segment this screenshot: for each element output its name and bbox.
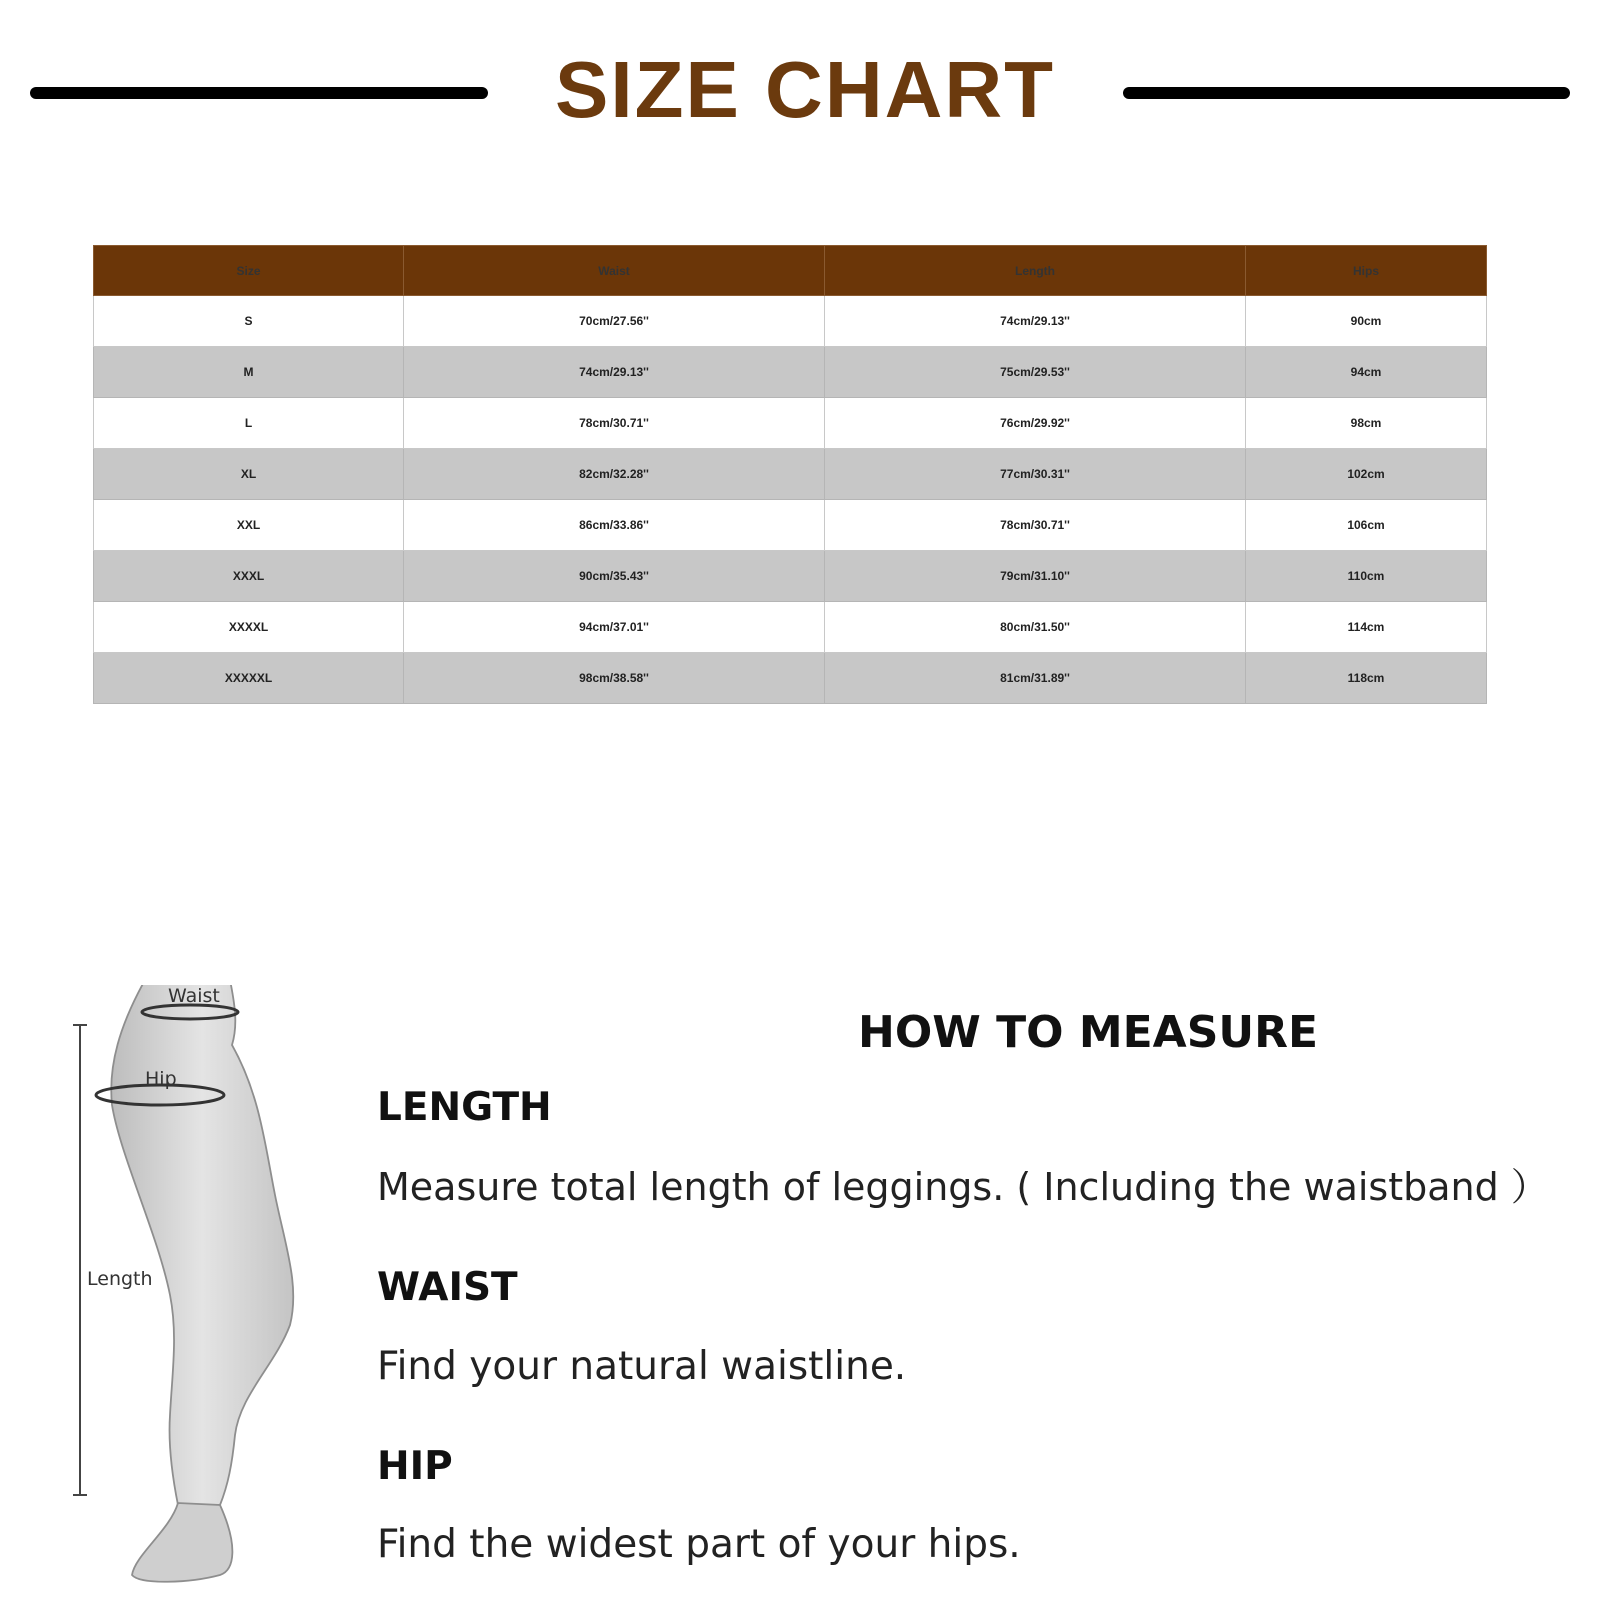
- table-row: [94, 398, 1487, 449]
- hip-description: Find the widest part of your hips.: [377, 1522, 1021, 1567]
- waist-description: Find your natural waistline.: [377, 1344, 907, 1389]
- cell-length: 80cm/31.50'': [825, 602, 1246, 653]
- leggings-figure: [60, 985, 330, 1600]
- hip-label: Hip: [145, 1068, 177, 1090]
- table-row: [94, 602, 1487, 653]
- cell-size: XXXL: [94, 551, 404, 602]
- cell-hips: 98cm: [1246, 398, 1487, 449]
- header-size: Size: [94, 246, 404, 296]
- size-table: [93, 245, 1487, 704]
- cell-size: S: [94, 296, 404, 347]
- title-rule-right: [1123, 87, 1570, 99]
- hip-heading: HIP: [377, 1444, 453, 1489]
- cell-waist: 70cm/27.56'': [404, 296, 825, 347]
- waist-label: Waist: [168, 985, 220, 1007]
- cell-size: XXXXXL: [94, 653, 404, 704]
- header-length: Length: [825, 246, 1246, 296]
- cell-waist: 78cm/30.71'': [404, 398, 825, 449]
- cell-hips: 94cm: [1246, 347, 1487, 398]
- leggings-illustration: [60, 985, 330, 1600]
- cell-length: 74cm/29.13'': [825, 296, 1246, 347]
- waist-heading: WAIST: [377, 1265, 518, 1310]
- cell-length: 81cm/31.89'': [825, 653, 1246, 704]
- length-heading: LENGTH: [377, 1085, 552, 1130]
- cell-hips: 114cm: [1246, 602, 1487, 653]
- table-row: [94, 551, 1487, 602]
- header-hips: Hips: [1246, 246, 1487, 296]
- table-row: [94, 347, 1487, 398]
- title-rule-left: [30, 87, 488, 99]
- cell-hips: 106cm: [1246, 500, 1487, 551]
- cell-hips: 118cm: [1246, 653, 1487, 704]
- cell-size: M: [94, 347, 404, 398]
- cell-hips: 110cm: [1246, 551, 1487, 602]
- cell-waist: 82cm/32.28'': [404, 449, 825, 500]
- cell-size: XL: [94, 449, 404, 500]
- front-leg-shape: [111, 985, 293, 1505]
- cell-length: 77cm/30.31'': [825, 449, 1246, 500]
- cell-waist: 94cm/37.01'': [404, 602, 825, 653]
- cell-size: L: [94, 398, 404, 449]
- header-waist: Waist: [404, 246, 825, 296]
- length-description: Measure total length of leggings. ( Including the waistband ）: [377, 1165, 1549, 1209]
- cell-size: XXL: [94, 500, 404, 551]
- cell-length: 79cm/31.10'': [825, 551, 1246, 602]
- table-row: [94, 653, 1487, 704]
- page-title: SIZE CHART: [555, 45, 1055, 134]
- cell-size: XXXXL: [94, 602, 404, 653]
- cell-waist: 90cm/35.43'': [404, 551, 825, 602]
- cell-length: 76cm/29.92'': [825, 398, 1246, 449]
- cell-waist: 98cm/38.58'': [404, 653, 825, 704]
- table-row: [94, 449, 1487, 500]
- cell-length: 75cm/29.53'': [825, 347, 1246, 398]
- table-row: [94, 296, 1487, 347]
- cell-length: 78cm/30.71'': [825, 500, 1246, 551]
- cell-waist: 74cm/29.13'': [404, 347, 825, 398]
- table-header-row: [94, 246, 1487, 296]
- cell-waist: 86cm/33.86'': [404, 500, 825, 551]
- cell-hips: 102cm: [1246, 449, 1487, 500]
- length-label: Length: [87, 1268, 153, 1290]
- cell-hips: 90cm: [1246, 296, 1487, 347]
- how-to-measure-title: HOW TO MEASURE: [858, 1007, 1319, 1058]
- foot-shape: [132, 1503, 232, 1582]
- table-row: [94, 500, 1487, 551]
